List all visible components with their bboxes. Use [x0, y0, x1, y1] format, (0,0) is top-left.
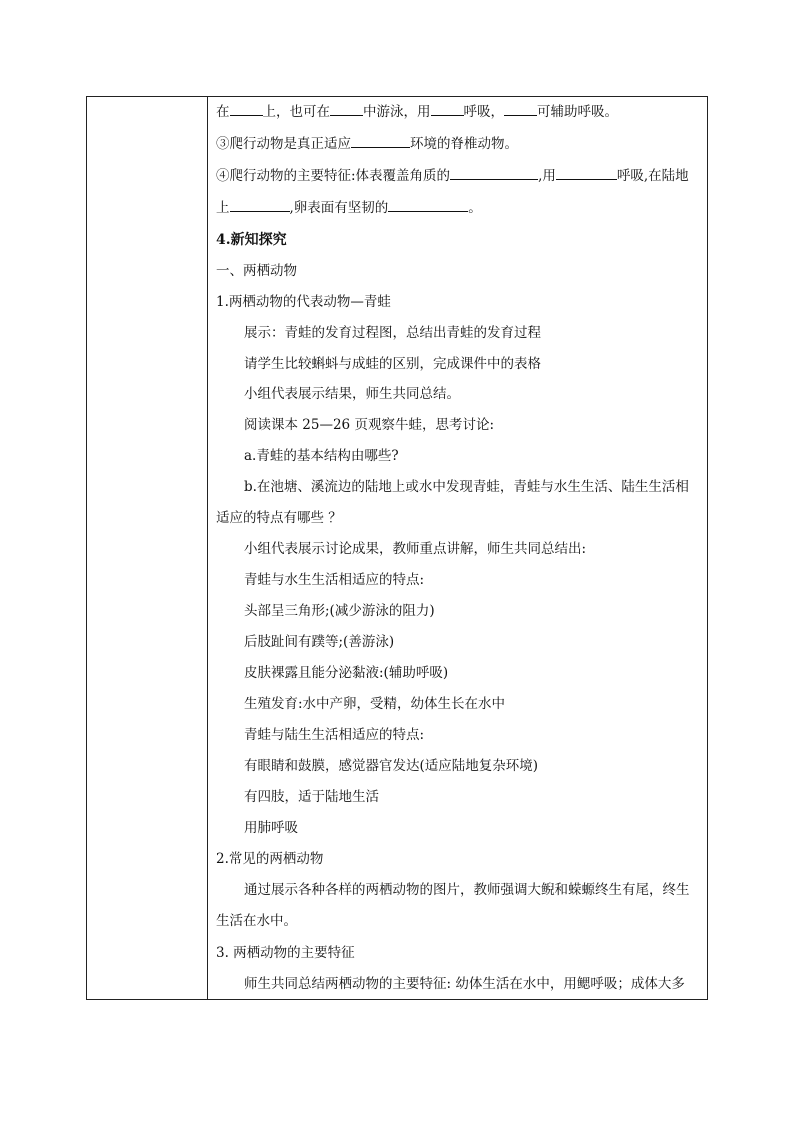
blank[interactable] — [351, 134, 410, 148]
sub-heading: 1.两栖动物的代表动物—青蛙 — [216, 294, 391, 310]
blank[interactable] — [230, 102, 263, 116]
lesson-table — [86, 96, 708, 1000]
paragraph-line: 有四肢，适于陆地生活 — [244, 789, 379, 805]
fill-line-2: ③爬行动物是真正适应 环境的脊椎动物。 — [216, 136, 518, 152]
left-column-cell — [87, 97, 208, 999]
fill-line-3: ④爬行动物的主要特征:体表覆盖角质的 ,用 呼吸,在陆地 — [216, 168, 689, 184]
paragraph-line: 生殖发育:水中产卵，受精，幼体生长在水中 — [244, 696, 506, 712]
paragraph-line: 生活在水中。 — [216, 913, 297, 929]
paragraph-line: b.在池塘、溪流边的陆地上或水中发现青蛙，青蛙与水生生活、陆生生活相 — [244, 479, 689, 495]
paragraph-line: 皮肤裸露且能分泌黏液:(辅助呼吸) — [244, 665, 449, 681]
paragraph-line: 青蛙与水生生活相适应的特点: — [244, 572, 425, 588]
paragraph-line: 小组代表展示讨论成果，教师重点讲解，师生共同总结出: — [244, 541, 587, 557]
blank[interactable] — [330, 102, 363, 116]
paragraph-line: 头部呈三角形;(减少游泳的阻力) — [244, 603, 435, 619]
paragraph-line: 小组代表展示结果，师生共同总结。 — [244, 386, 460, 402]
section-title: 4.新知探究 — [216, 232, 287, 248]
paragraph-line: 阅读课本 25—26 页观察牛蛙，思考讨论: — [244, 417, 494, 433]
blank[interactable] — [450, 166, 538, 180]
blank[interactable] — [230, 198, 290, 212]
paragraph-line: 适应的特点有哪些 ？ — [216, 510, 342, 526]
paragraph-line: 师生共同总结两栖动物的主要特征: 幼体生活在水中，用鳃呼吸；成体大多 — [244, 976, 685, 992]
blank[interactable] — [431, 102, 464, 116]
fill-line-1: 在 上，也可在 中游泳，用 呼吸， 可辅助呼吸。 — [216, 104, 618, 120]
sub-heading: 2.常见的两栖动物 — [216, 851, 324, 867]
paragraph-line: 展示：青蛙的发育过程图，总结出青蛙的发育过程 — [244, 325, 541, 341]
sub-heading: 3. 两栖动物的主要特征 — [216, 945, 355, 961]
paragraph-line: 青蛙与陆生生活相适应的特点: — [244, 727, 425, 743]
blank[interactable] — [388, 198, 468, 212]
paragraph-line: 有眼睛和鼓膜，感觉器官发达(适应陆地复杂环境) — [244, 758, 539, 774]
blank[interactable] — [504, 102, 537, 116]
paragraph-line: a.青蛙的基本结构由哪些? — [244, 448, 399, 464]
blank[interactable] — [556, 166, 617, 180]
paragraph-line: 后肢趾间有蹼等;(善游泳) — [244, 634, 395, 650]
part-heading: 一、两栖动物 — [216, 263, 297, 279]
paragraph-line: 用肺呼吸 — [244, 820, 298, 836]
paragraph-line: 请学生比较蝌蚪与成蛙的区别，完成课件中的表格 — [244, 356, 541, 372]
fill-line-4: 上 ,卵表面有坚韧的 。 — [216, 200, 482, 216]
paragraph-line: 通过展示各种各样的两栖动物的图片，教师强调大鲵和蝾螈终生有尾，终生 — [244, 882, 690, 898]
